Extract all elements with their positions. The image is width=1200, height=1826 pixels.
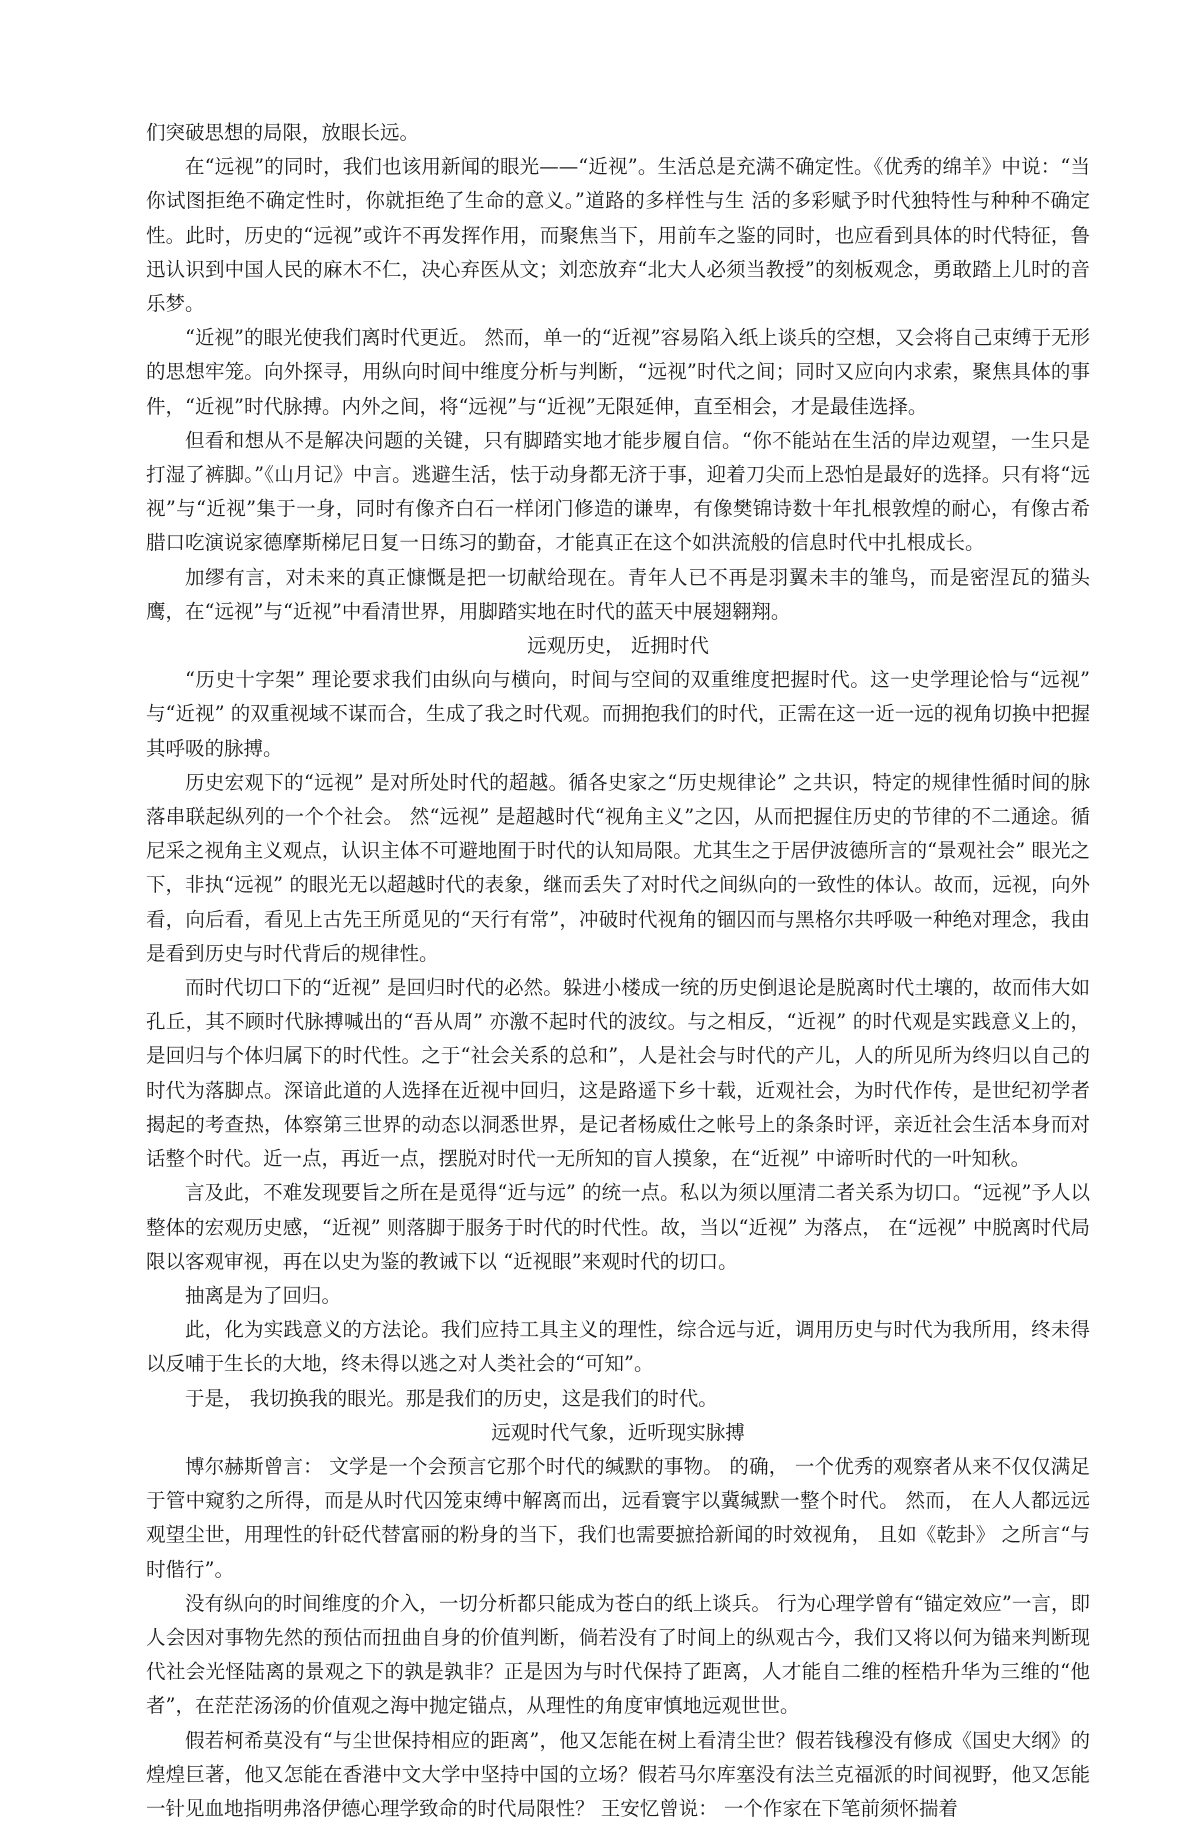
paragraph: 言及此，不难发现要旨之所在是觅得“近与远” 的统一点。私以为须以厘清二者关系为切口。“远视”予人以整体的宏观历史感，“近视” 则落脚于服务于时代的时代性。故，当以“近视” 为落点， 在“远视” 中脱离时代局限以客观审视，再在以史为鉴的教诫下以 “近视眼”来观时代的切口。 xyxy=(146,1181,1090,1273)
paragraph: 博尔赫斯曾言： 文学是一个会预言它那个时代的缄默的事物。 的确， 一个优秀的观察者从来不仅仅满足于管中窥豹之所得，而是从时代囚笼束缚中解离而出，远看寰宇以冀缄默一整个时代。 然而， 在人人都远远观望尘世，用理性的针砭代替富丽的粉身的当下，我们也需要摭拾新闻的时效视角， 且如《乾卦》 之所言“与时偕行”。 xyxy=(146,1454,1090,1581)
paragraph: “历史十字架” 理论要求我们由纵向与横向，时间与空间的双重维度把握时代。这一史学理论恰与“远视” 与“近视” 的双重视域不谋而合，生成了我之时代观。而拥抱我们的时代，正需在这一近一远的视角切换中把握其呼吸的脉搏。 xyxy=(146,668,1090,760)
paragraph: 加缪有言，对未来的真正慷慨是把一切献给现在。青年人已不再是羽翼未丰的雏鸟，而是密涅瓦的猫头鹰，在“远视”与“近视”中看清世界，用脚踏实地在时代的蓝天中展翅翱翔。 xyxy=(146,565,1090,623)
paragraph: 假若柯希莫没有“与尘世保持相应的距离”，他又怎能在树上看清尘世？假若钱穆没有修成《国史大纲》的煌煌巨著，他又怎能在香港中文大学中坚持中国的立场？假若马尔库塞没有法兰克福派的时间视野，他又怎能一针见血地指明弗洛伊德心理学致命的时代局限性？ 王安忆曾说： 一个作家在下笔前须怀揣着 xyxy=(146,1728,1090,1820)
paragraph: 于是， 我切换我的眼光。那是我们的历史，这是我们的时代。 xyxy=(185,1386,718,1410)
paragraph: 但看和想从不是解决问题的关键，只有脚踏实地才能步履自信。“你不能站在生活的岸边观望，一生只是打湿了裤脚。”《山月记》中言。逃避生活，怯于动身都无济于事，迎着刀尖而上恐怕是最好的选择。只有将“远视”与“近视”集于一身，同时有像齐白石一样闭门修造的谦卑，有像樊锦诗数十年扎根敦煌的耐心，有像古希腊口吃演说家德摩斯梯尼日复一日练习的勤奋，才能真正在这个如洪流般的信息时代中扎根成长。 xyxy=(146,428,1090,555)
paragraph: 抽离是为了回归。 xyxy=(185,1283,342,1307)
section-heading: 远观时代气象，近听现实脉搏 xyxy=(491,1420,745,1444)
paragraph: 此，化为实践意义的方法论。我们应持工具主义的理性，综合远与近，调用历史与时代为我所用，终未得以反哺于生长的大地，终未得以逃之对人类社会的“可知”。 xyxy=(146,1318,1090,1376)
paragraph: 历史宏观下的“远视” 是对所处时代的超越。循各史家之“历史规律论” 之共识，特定的规律性循时间的脉落串联起纵列的一个个社会。 然“远视” 是超越时代“视角主义”之囚，从而把握住历史的节律的不二通途。循尼采之视角主义观点，认识主体不可避地囿于时代的认知局限。尤其生之于居伊波德所言的“景观社会” 眼光之下，非执“远视” 的眼光无以超越时代的表象，继而丢失了对时代之间纵向的一致性的体认。故而，远视，向外看，向后看，看见上古先王所觅见的“天行有常”，冲破时代视角的锢囚而与黑格尔共呼吸一种绝对理念，我由是看到历史与时代背后的规律性。 xyxy=(146,770,1090,965)
paragraph: “近视”的眼光使我们离时代更近。 然而，单一的“近视”容易陷入纸上谈兵的空想，又会将自己束缚于无形的思想牢笼。向外探寻，用纵向时间中维度分析与判断，“远视”时代之间；同时又应向内求索，聚焦具体的事件，“近视”时代脉搏。内外之间，将“远视”与“近视”无限延伸，直至相会，才是最佳选择。 xyxy=(146,326,1090,418)
paragraph: 们突破思想的局限，放眼长远。 xyxy=(146,121,420,144)
paragraph: 没有纵向的时间维度的介入，一切分析都只能成为苍白的纸上谈兵。 行为心理学曾有“锚定效应”一言，即人会因对事物先然的预估而扭曲自身的价值判断，倘若没有了时间上的纵观古今，我们又将以何为锚来判断现代社会光怪陆离的景观之下的孰是孰非？正是因为与时代保持了距离，人才能自二维的桎梏升华为三维的“他者”，在茫茫汤汤的价值观之海中抛定锚点，从理性的角度审慎地远观世世。 xyxy=(146,1591,1090,1718)
paragraph: 而时代切口下的“近视” 是回归时代的必然。躲进小楼成一统的历史倒退论是脱离时代土壤的，故而伟大如孔丘，其不顾时代脉搏喊出的“吾从周” 亦激不起时代的波纹。与之相反，“近视” 的时代观是实践意义上的，是回归与个体归属下的时代性。之于“社会关系的总和”，人是社会与时代的产儿，人的所见所为终归以自己的时代为落脚点。深谙此道的人选择在近视中回归，这是路遥下乡十载，近观社会，为时代作传，是世纪初学者揭起的考查热，体察第三世界的动态以洞悉世界，是记者杨威仕之帐号上的条条时评，亲近社会生活本身而对话整个时代。近一点，再近一点，摆脱对时代一无所知的盲人摸象，在“近视” 中谛听时代的一叶知秋。 xyxy=(146,976,1090,1171)
section-heading: 远观历史， 近拥时代 xyxy=(527,634,709,658)
paragraph: 在“远视”的同时，我们也该用新闻的眼光——“近视”。生活总是充满不确定性。《优秀的绵羊》中说：“当你试图拒绝不确定性时，你就拒绝了生命的意义。”道路的多样性与生 活的多彩赋予时代独特性与种种不确定性。此时，历史的“远视”或许不再发挥作用，而聚焦当下，用前车之鉴的同时，也应看到具体的时代特征，鲁迅认识到中国人民的麻木不仁，决心弃医从文；刘恋放弃“北大人必须当教授”的刻板观念，勇敢踏上儿时的音乐梦。 xyxy=(146,155,1090,316)
